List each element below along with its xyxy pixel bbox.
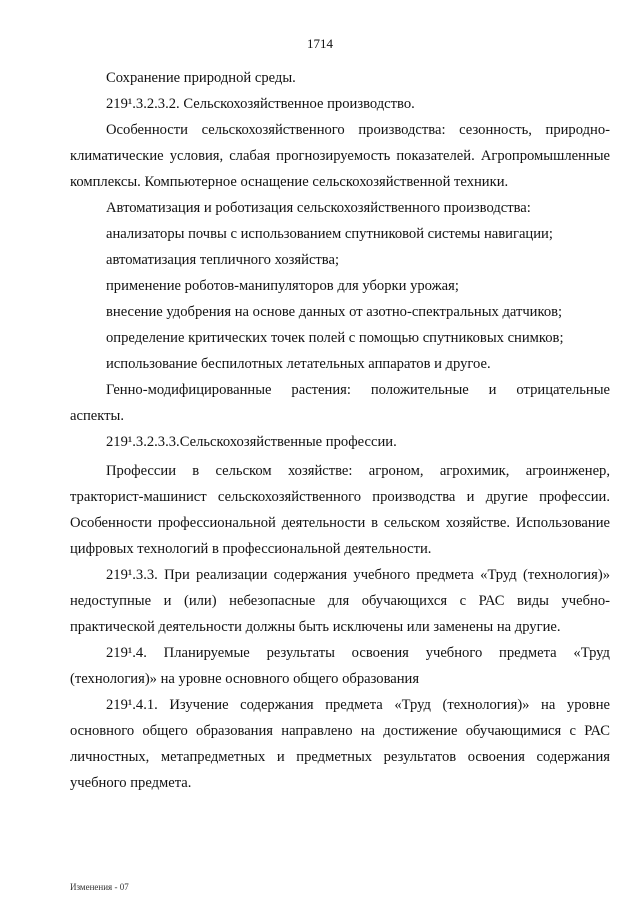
text-line: личностных, метапредметных и предметных результатов освоения содержания xyxy=(70,749,610,765)
text-line: цифровых технологий в профессиональной деятельности. xyxy=(70,541,432,557)
text-line: 219¹.3.3. При реализации содержания учебного предмета «Труд (технология)» xyxy=(106,567,610,583)
list-item: автоматизация тепличного хозяйства; xyxy=(106,252,340,268)
list-item: внесение удобрения на основе данных от азотно-спектральных датчиков; xyxy=(106,304,563,320)
list-item: определение критических точек полей с помощью спутниковых снимков; xyxy=(106,330,564,346)
footer-note: Изменения - 07 xyxy=(70,882,129,892)
text-line: климатические условия, слабая прогнозируемость показателей. Агропромышленные xyxy=(70,148,610,164)
section-heading: 219¹.4. Планируемые результаты освоения учебного предмета «Труд xyxy=(106,645,610,661)
text-line: тракторист-машинист сельскохозяйственного производства и другие профессии. xyxy=(70,489,610,505)
text-line: основного общего образования направлено на достижение обучающимися с РАС xyxy=(70,723,610,739)
text-line: Автоматизация и роботизация сельскохозяйственного производства: xyxy=(106,200,531,216)
text-line: Профессии в сельском хозяйстве: агроном, агрохимик, агроинженер, xyxy=(106,463,610,479)
list-item: применение роботов-манипуляторов для уборки урожая; xyxy=(106,278,459,294)
document-body xyxy=(70,65,610,796)
text-line: Сохранение природной среды. xyxy=(106,70,296,86)
text-line: аспекты. xyxy=(70,408,124,424)
text-line: Особенности профессиональной деятельности в сельском хозяйстве. Использование xyxy=(70,515,610,531)
text-line: комплексы. Компьютерное оснащение сельскохозяйственной техники. xyxy=(70,174,509,190)
section-heading: 219¹.3.2.3.2. Сельскохозяйственное производство. xyxy=(106,96,415,112)
section-heading: (технология)» на уровне основного общего образования xyxy=(70,671,420,687)
section-heading: 219¹.3.2.3.3.Сельскохозяйственные профессии. xyxy=(106,434,397,450)
text-line: Генно-модифицированные растения: положительные и отрицательные xyxy=(106,382,610,398)
text-line: 219¹.4.1. Изучение содержания предмета «Труд (технология)» на уровне xyxy=(106,697,610,713)
page-number: 1714 xyxy=(307,36,333,51)
text-line: Особенности сельскохозяйственного производства: сезонность, природно- xyxy=(106,122,610,138)
text-line: учебного предмета. xyxy=(70,775,192,791)
list-item: использование беспилотных летательных аппаратов и другое. xyxy=(106,356,491,372)
text-line: практической деятельности должны быть исключены или заменены на другие. xyxy=(70,619,561,635)
list-item: анализаторы почвы с использованием спутниковой системы навигации; xyxy=(106,226,553,242)
text-line: недоступные и (или) небезопасные для обучающихся с РАС виды учебно- xyxy=(70,593,610,609)
